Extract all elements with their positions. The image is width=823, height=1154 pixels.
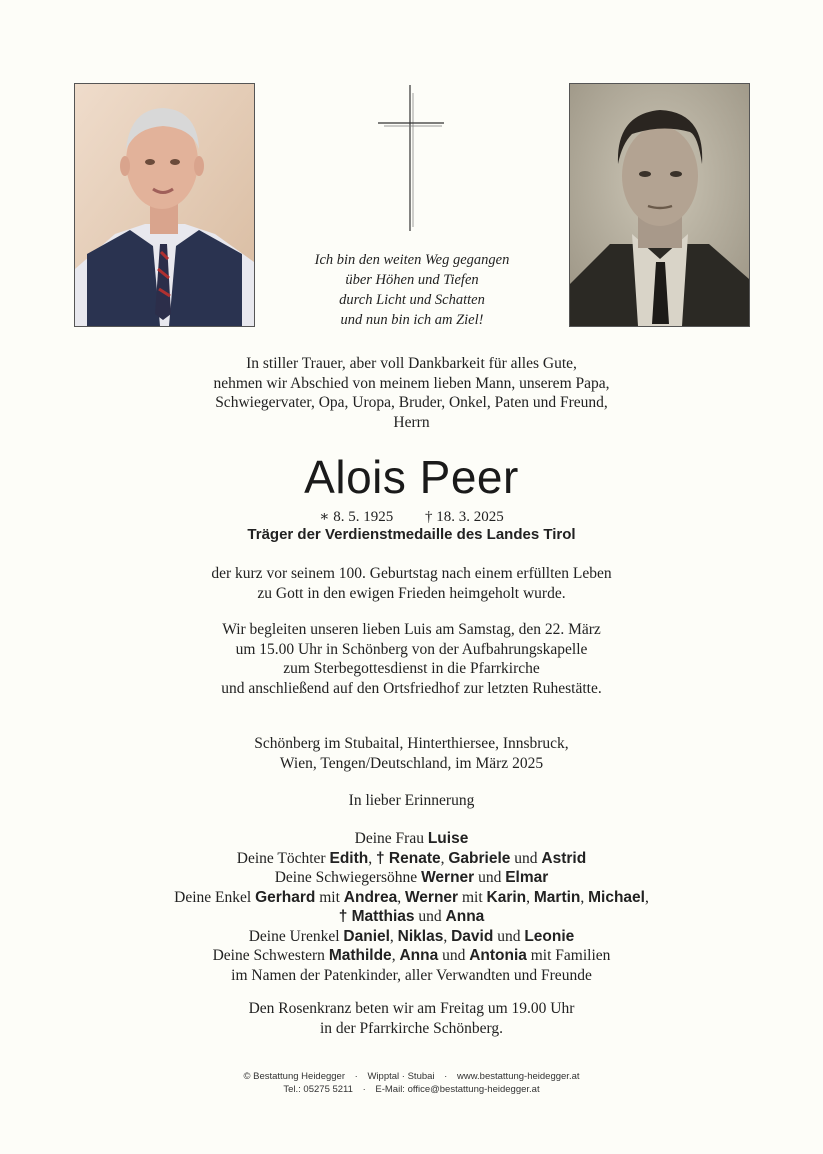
rosary-line: Den Rosenkranz beten wir am Freitag um 19.00 Uhr [248,1000,575,1017]
family-text: und [510,849,542,867]
family-name: Luise [427,830,469,847]
footer-website-link[interactable]: www.bestattung-heidegger.at [456,1071,580,1082]
footer-separator: · [362,1084,366,1095]
family-name: Daniel [343,927,390,945]
footer-region: Wipptal · Stubai [367,1071,435,1082]
family-text: , [644,888,649,906]
family-text: und [493,927,525,945]
death-date: † 18. 3. 2025 [424,509,504,525]
footer-line-1 [0,1070,823,1083]
place-line: Schönberg im Stubaital, Hinterthiersee, Innsbruck, [254,735,569,752]
footer-email-link[interactable]: E-Mail: office@bestattung-heidegger.at [375,1084,540,1095]
family-name: Michael [588,888,645,906]
family-text: , [389,927,398,945]
footer-separator: · [354,1071,358,1082]
family-name: Andrea [343,888,398,906]
family-text: Deine Urenkel [248,927,344,945]
family-name: Gerhard [255,888,316,906]
passing-line: zu Gott in den ewigen Frieden heimgeholt wurde. [257,584,566,602]
family-text: , [526,888,534,906]
family-name: Niklas [397,927,444,945]
family-text: und [414,908,446,925]
family-name: † Matthias [338,908,415,925]
family-text: Deine Schwestern [212,947,329,964]
family-grandchildren-cont [0,907,823,927]
family-text: , [580,888,589,906]
rosary-text [0,999,823,1038]
family-name: Martin [533,888,581,906]
footer-company: © Bestattung Heidegger [243,1071,346,1082]
family-text: Deine Töchter [236,849,330,867]
family-name: Astrid [541,849,587,867]
family-greatgrandchildren [0,927,823,947]
family-text: Deine Enkel [174,888,256,906]
honor-title: Träger der Verdienstmedaille des Landes Tirol [247,526,576,543]
passing-text [0,564,823,603]
deceased-name: Alois Peer [304,451,519,503]
family-name: Edith [329,849,369,867]
family-text: Deine Frau [354,830,428,847]
footer-line-2 [0,1083,823,1096]
place-line: Wien, Tengen/Deutschland, im März 2025 [279,754,544,772]
family-sisters [0,946,823,966]
footer-separator: · [444,1071,448,1082]
family-daughters [0,849,823,869]
funeral-line: Wir begleiten unseren lieben Luis am Samstag, den 22. März [222,621,601,638]
family-name: Mathilde [328,947,392,964]
family-text: , [440,849,449,867]
funeral-line: um 15.00 Uhr in Schönberg von der Aufbahrungskapelle [235,640,588,658]
poem-line: durch Licht und Schatten [339,292,485,308]
intro-line: nehmen wir Abschied von meinem lieben Mann, unserem Papa, [213,374,610,392]
poem-line: und nun bin ich am Ziel! [340,312,484,328]
intro-line: Herrn [393,413,430,431]
family-sonsinlaw [0,868,823,888]
family-name: † Renate [375,849,441,867]
family-text: und [438,947,470,964]
family-name: Leonie [524,927,575,945]
funeral-line: und anschließend auf den Ortsfriedhof zur letzten Ruhestätte. [221,679,602,697]
family-text: mit [458,888,487,906]
family-name: Anna [445,908,485,925]
poem-line: über Höhen und Tiefen [345,272,479,288]
family-text: mit [315,888,344,906]
family-text: mit Familien [526,947,611,964]
family-name: Werner [421,869,475,886]
passing-line: der kurz vor seinem 100. Geburtstag nach einem erfüllten Leben [211,565,612,582]
birth-date: ∗ 8. 5. 1925 [319,509,394,525]
family-text: , [368,849,376,867]
family-grandchildren [0,888,823,908]
life-dates [0,507,823,526]
family-name: Elmar [505,869,549,886]
portrait-photo-young [569,83,750,327]
poem-line: Ich bin den weiten Weg gegangen [314,252,510,268]
place-date-text [0,734,823,773]
family-text: , [443,927,452,945]
family-list [0,829,823,985]
rosary-line: in der Pfarrkirche Schönberg. [319,1019,504,1037]
family-text: , [391,947,400,964]
intro-line: Schwiegervater, Opa, Uropa, Bruder, Onkel, Paten und Freund, [215,394,608,411]
funeral-text [0,620,823,698]
footer [0,1070,823,1096]
family-text: , [397,888,405,906]
family-text: Deine Schwiegersöhne [274,869,422,886]
family-name: Werner [404,888,459,906]
family-name: Antonia [469,947,527,964]
funeral-line: zum Sterbegottesdienst in die Pfarrkirche [283,660,540,677]
family-name: Gabriele [448,849,511,867]
family-name: David [451,927,494,945]
memory-line: In lieber Erinnerung [348,792,475,809]
poem [262,250,562,330]
family-name: Anna [399,947,439,964]
footer-phone: Tel.: 05275 5211 [283,1084,353,1095]
family-name: Karin [486,888,527,906]
family-wife [0,829,823,849]
intro-text [0,354,823,432]
cross-icon [376,85,446,231]
portrait-photo-old [74,83,255,327]
family-others: im Namen der Patenkinder, aller Verwandten und Freunde [231,966,592,984]
family-text: und [474,869,506,886]
intro-line: In stiller Trauer, aber voll Dankbarkeit für alles Gute, [246,355,577,372]
